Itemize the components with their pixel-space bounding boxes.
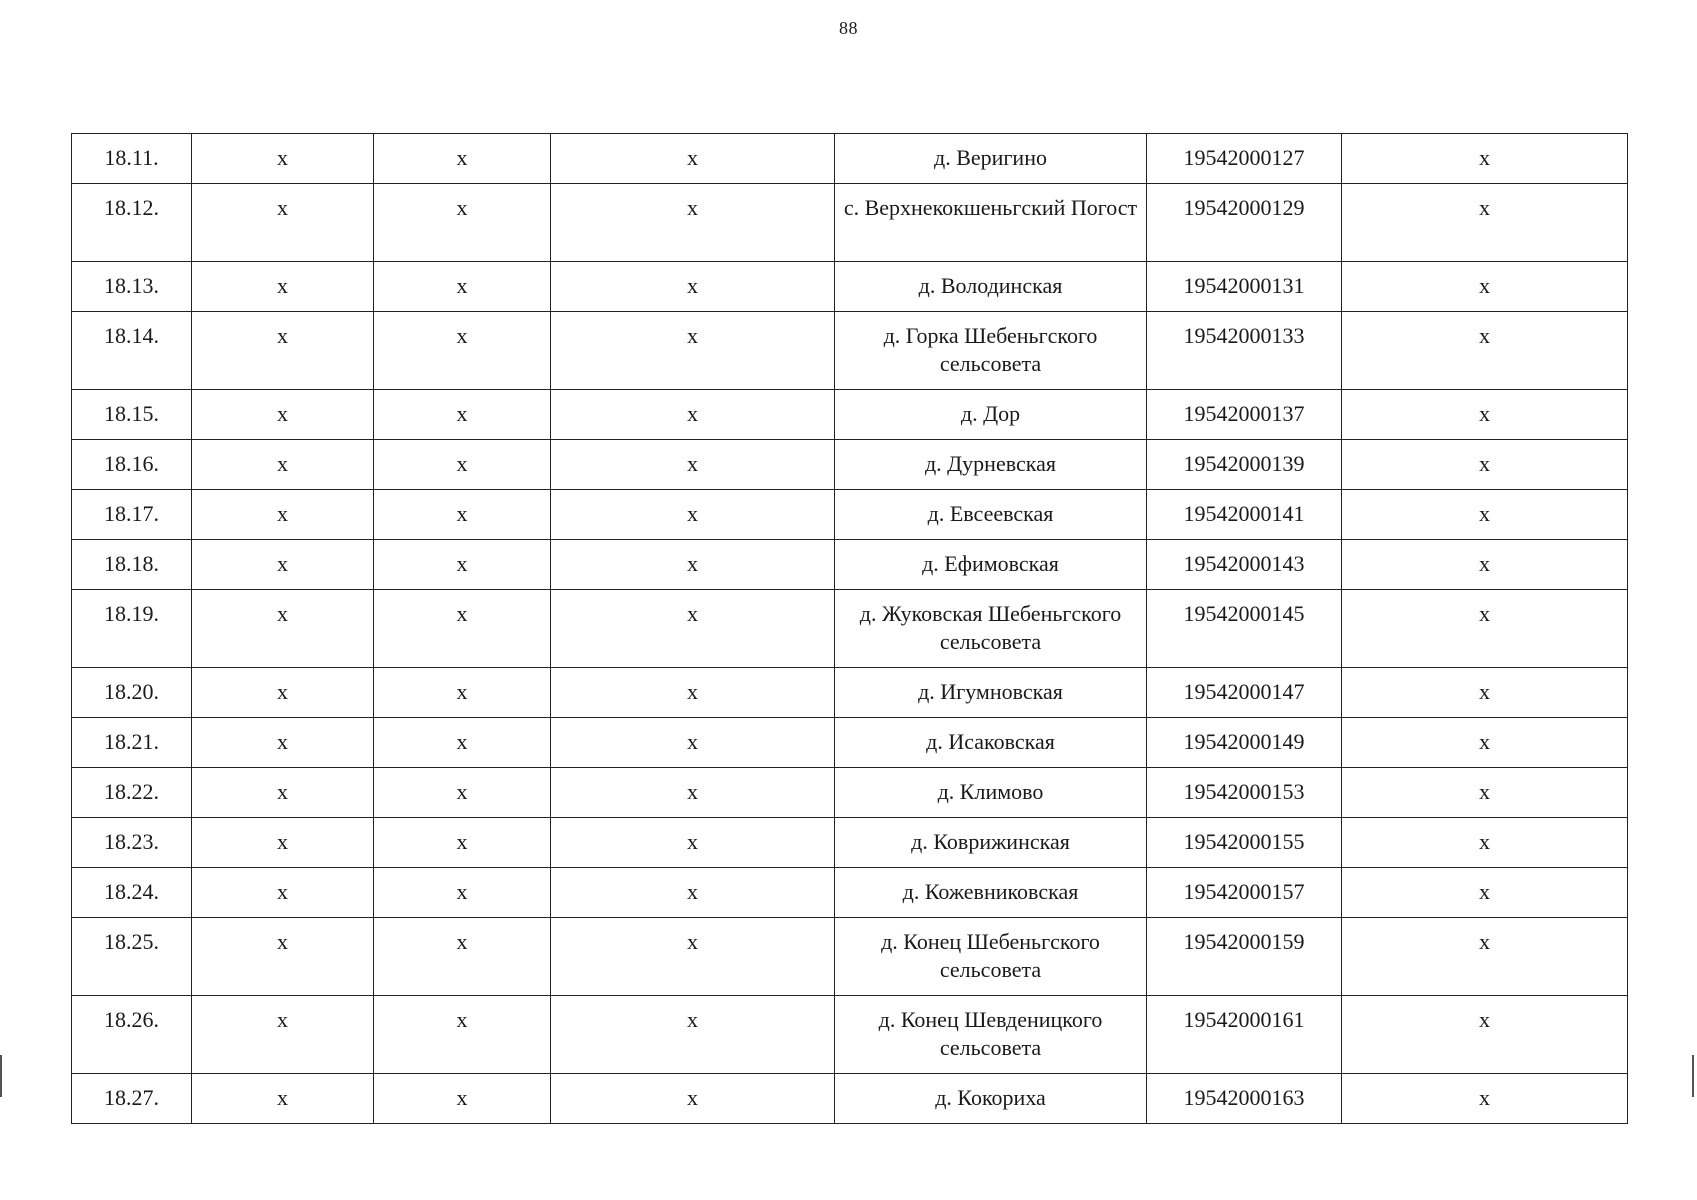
row-number-cell: 18.23. [72,818,192,868]
cell-x: x [1342,312,1628,390]
cell-x: x [551,184,835,262]
cell-x: x [1342,718,1628,768]
cell-x: x [1342,262,1628,312]
place-name-cell: д. Евсеевская [835,490,1147,540]
cell-x: x [1342,868,1628,918]
cell-x: x [192,868,374,918]
cell-x: x [192,918,374,996]
cell-x: x [192,134,374,184]
row-number-cell: 18.18. [72,540,192,590]
table-row [72,718,1628,768]
table-row [72,996,1628,1074]
cell-x: x [374,440,551,490]
cell-x: x [192,590,374,668]
cell-x: x [192,668,374,718]
oktmo-code-cell: 19542000155 [1147,818,1342,868]
cell-x: x [551,490,835,540]
table-row [72,312,1628,390]
cell-x: x [374,718,551,768]
cell-x: x [192,490,374,540]
oktmo-code-cell: 19542000141 [1147,490,1342,540]
table-row [72,918,1628,996]
table-row [72,390,1628,440]
cell-x: x [374,918,551,996]
cell-x: x [192,184,374,262]
cell-x: x [1342,184,1628,262]
place-name-cell: д. Жуковская Шебеньгского сельсовета [835,590,1147,668]
place-name-cell: д. Горка Шебеньгского сельсовета [835,312,1147,390]
oktmo-code-cell: 19542000127 [1147,134,1342,184]
scan-edge-mark-right [1692,1055,1694,1097]
cell-x: x [551,996,835,1074]
cell-x: x [551,868,835,918]
place-name-cell: с. Верхнекокшеньгский Погост [835,184,1147,262]
place-name-cell: д. Дор [835,390,1147,440]
row-number-cell: 18.24. [72,868,192,918]
cell-x: x [192,440,374,490]
cell-x: x [551,390,835,440]
place-name-cell: д. Веригино [835,134,1147,184]
row-number-cell: 18.12. [72,184,192,262]
oktmo-code-cell: 19542000137 [1147,390,1342,440]
cell-x: x [1342,918,1628,996]
row-number-cell: 18.22. [72,768,192,818]
cell-x: x [551,134,835,184]
table-row [72,1074,1628,1124]
cell-x: x [374,540,551,590]
place-name-cell: д. Исаковская [835,718,1147,768]
cell-x: x [551,1074,835,1124]
oktmo-code-cell: 19542000159 [1147,918,1342,996]
table-row [72,134,1628,184]
cell-x: x [1342,818,1628,868]
oktmo-code-cell: 19542000129 [1147,184,1342,262]
table-row [72,184,1628,262]
row-number-cell: 18.15. [72,390,192,440]
place-name-cell: д. Ефимовская [835,540,1147,590]
place-name-cell: д. Климово [835,768,1147,818]
place-name-cell: д. Игумновская [835,668,1147,718]
table-body [72,134,1628,1124]
scan-edge-mark-left [0,1055,2,1097]
place-name-cell: д. Володинская [835,262,1147,312]
cell-x: x [1342,1074,1628,1124]
cell-x: x [1342,440,1628,490]
cell-x: x [192,996,374,1074]
cell-x: x [1342,996,1628,1074]
row-number-cell: 18.17. [72,490,192,540]
cell-x: x [374,1074,551,1124]
page-number: 88 [839,18,858,38]
cell-x: x [374,868,551,918]
cell-x: x [374,668,551,718]
cell-x: x [192,540,374,590]
oktmo-code-cell: 19542000143 [1147,540,1342,590]
cell-x: x [192,768,374,818]
place-name-cell: д. Кожевниковская [835,868,1147,918]
place-name-cell: д. Коврижинская [835,818,1147,868]
oktmo-code-cell: 19542000161 [1147,996,1342,1074]
cell-x: x [192,718,374,768]
oktmo-code-cell: 19542000133 [1147,312,1342,390]
cell-x: x [374,390,551,440]
row-number-cell: 18.27. [72,1074,192,1124]
oktmo-code-cell: 19542000131 [1147,262,1342,312]
table-row [72,768,1628,818]
cell-x: x [551,312,835,390]
place-name-cell: д. Кокориха [835,1074,1147,1124]
cell-x: x [192,1074,374,1124]
cell-x: x [374,134,551,184]
cell-x: x [374,312,551,390]
row-number-cell: 18.16. [72,440,192,490]
row-number-cell: 18.13. [72,262,192,312]
row-number-cell: 18.20. [72,668,192,718]
cell-x: x [551,668,835,718]
cell-x: x [1342,540,1628,590]
cell-x: x [551,262,835,312]
oktmo-code-cell: 19542000149 [1147,718,1342,768]
table-row [72,262,1628,312]
cell-x: x [192,312,374,390]
cell-x: x [192,390,374,440]
place-name-cell: д. Конец Шебеньгского сельсовета [835,918,1147,996]
oktmo-code-cell: 19542000153 [1147,768,1342,818]
cell-x: x [1342,668,1628,718]
table-row [72,818,1628,868]
place-name-cell: д. Конец Шевденицкого сельсовета [835,996,1147,1074]
cell-x: x [374,184,551,262]
table-row [72,868,1628,918]
row-number-cell: 18.14. [72,312,192,390]
table-row [72,590,1628,668]
oktmo-code-cell: 19542000147 [1147,668,1342,718]
cell-x: x [192,818,374,868]
cell-x: x [551,768,835,818]
table-row [72,440,1628,490]
cell-x: x [1342,768,1628,818]
cell-x: x [551,440,835,490]
oktmo-code-cell: 19542000139 [1147,440,1342,490]
settlements-table [71,133,1628,1124]
cell-x: x [1342,490,1628,540]
cell-x: x [374,996,551,1074]
cell-x: x [1342,590,1628,668]
cell-x: x [551,918,835,996]
cell-x: x [551,818,835,868]
row-number-cell: 18.26. [72,996,192,1074]
oktmo-code-cell: 19542000145 [1147,590,1342,668]
row-number-cell: 18.25. [72,918,192,996]
cell-x: x [374,590,551,668]
table-row [72,668,1628,718]
cell-x: x [374,262,551,312]
cell-x: x [551,540,835,590]
oktmo-code-cell: 19542000157 [1147,868,1342,918]
cell-x: x [374,768,551,818]
cell-x: x [551,718,835,768]
place-name-cell: д. Дурневская [835,440,1147,490]
cell-x: x [374,490,551,540]
cell-x: x [1342,390,1628,440]
row-number-cell: 18.19. [72,590,192,668]
row-number-cell: 18.21. [72,718,192,768]
table-row [72,490,1628,540]
table-row [72,540,1628,590]
cell-x: x [1342,134,1628,184]
oktmo-code-cell: 19542000163 [1147,1074,1342,1124]
cell-x: x [551,590,835,668]
cell-x: x [374,818,551,868]
cell-x: x [192,262,374,312]
row-number-cell: 18.11. [72,134,192,184]
